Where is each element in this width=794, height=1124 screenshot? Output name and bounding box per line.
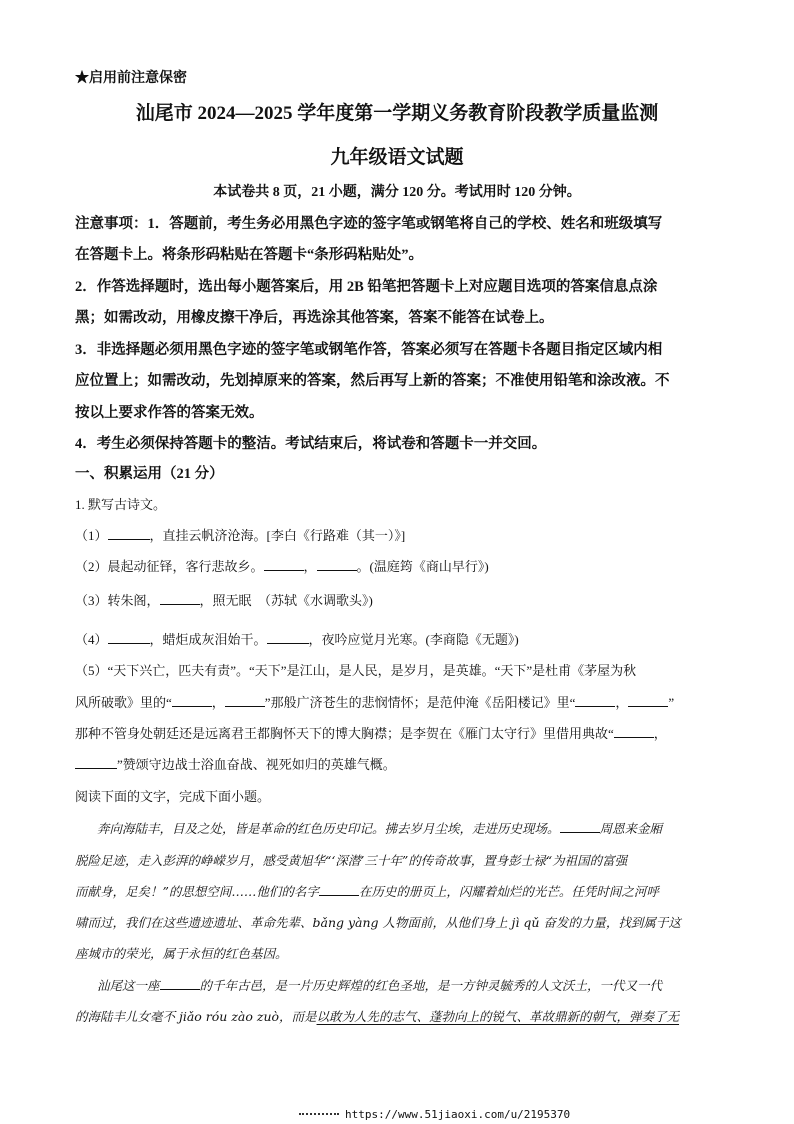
passage-text: 奔向海陆丰，目及之处，皆是革命的红色历史印记。拂去岁月尘埃，走进历史现场。 <box>97 821 560 836</box>
q1-5-text: ”那般广济苍生的悲悯情怀；是范仲淹《岳阳楼记》里“ <box>264 695 576 710</box>
passage-p1-line-2: 脱险足迹，走入彭湃的峥嵘岁月，感受黄旭华“‘深潜’三十年”的传奇故事，置身彭士禄“为祖国的富强 <box>75 853 628 868</box>
passage-text: 的海陆丰儿女毫不 jiǎo róu zào zuò，而是 <box>75 1009 317 1024</box>
answer-blank[interactable] <box>160 591 200 605</box>
q1-5-sep: ， <box>653 726 667 741</box>
answer-blank[interactable] <box>319 883 359 897</box>
q1-3-prefix: （3）转朱阁， <box>75 593 160 608</box>
q1-2-prefix: （2）晨起动征铎，客行悲故乡。 <box>75 559 264 574</box>
q1-5-sep: ， <box>615 695 629 710</box>
q1-4-text: ，蜡炬成灰泪始干。 <box>149 632 267 647</box>
q1-2-source: 。(温庭筠《商山早行》) <box>356 559 489 574</box>
passage-p2-line-1 <box>97 976 662 994</box>
notes-line-4: 黑；如需改动，用橡皮擦干净后，再选涂其他答案，答案不能答在试卷上。 <box>75 310 554 326</box>
answer-blank[interactable] <box>108 526 150 540</box>
answer-blank[interactable] <box>264 557 304 571</box>
section-heading: 一、积累运用（21 分） <box>75 466 224 482</box>
passage-p1-line-5: 座城市的荣光，属于永恒的红色基因。 <box>75 946 288 961</box>
q1-4-prefix: （4） <box>75 632 108 647</box>
question-1-5-line-3 <box>75 723 667 742</box>
confidential-notice: ★启用前注意保密 <box>75 71 187 86</box>
q1-1-text: ，直挂云帆济沧海。[李白《行路难（其一）》] <box>149 528 406 543</box>
answer-blank[interactable] <box>628 693 668 707</box>
exam-title: 汕尾市 2024—2025 学年度第一学期义务教育阶段教学质量监测 <box>135 103 659 124</box>
notes-line-2: 在答题卡上。将条形码粘贴在答题卡“条形码粘贴处”。 <box>75 247 423 263</box>
passage-p1-line-4: 啸而过，我们在这些遗迹遗址、革命先辈、bǎng yàng 人物面前，从他们身上 jì qǔ 奋发的力量，找到属于这 <box>75 915 681 930</box>
answer-blank[interactable] <box>267 630 309 644</box>
notes-line-5: 3．非选择题必须用黑色字迹的签字笔或钢笔作答，答案必须写在答题卡各题目指定区域内相 <box>75 342 663 358</box>
question-1-3 <box>75 590 373 609</box>
question-1-5-line-4 <box>75 754 396 773</box>
q1-5-text: 风所破歌》里的“ <box>75 695 172 710</box>
q1-5-text: ”赞颂守边战士浴血奋战、视死如归的英雄气概。 <box>117 757 396 772</box>
q1-4-source: ，夜吟应觉月光寒。(李商隐《无题》) <box>308 632 519 647</box>
notes-line-6: 应位置上；如需改动，先划掉原来的答案，然后再写上新的答案；不准使用铅笔和涂改液。不 <box>75 373 670 389</box>
q1-5-text: 那种不管身处朝廷还是远离君王都胸怀天下的博大胸襟；是李贺在《雁门太守行》里借用典故“ <box>75 726 614 741</box>
notes-line-7: 按以上要求作答的答案无效。 <box>75 405 264 421</box>
answer-blank[interactable] <box>317 557 357 571</box>
question-1-5-line-1: （5）“天下兴亡，匹夫有责”。“天下”是江山，是人民，是岁月，是英雄。“天下”是杜甫《茅屋为秋 <box>75 663 637 678</box>
q1-5-sep: ， <box>211 695 225 710</box>
question-1-1 <box>75 525 405 544</box>
watermark-logo <box>299 1113 339 1118</box>
passage-text: 汕尾这一座 <box>97 978 160 993</box>
footer <box>299 1108 570 1121</box>
passage-text: 周恩来金厢 <box>599 821 663 836</box>
exam-subtitle: 九年级语文试题 <box>330 147 464 168</box>
passage-text: 而献身，足矣！”的思想空间……他们的名字 <box>75 884 319 899</box>
q1-2-sep: ， <box>303 559 317 574</box>
passage-text: 的千年古邑，是一片历史辉煌的红色圣地，是一方钟灵毓秀的人文沃土，一代又一代 <box>199 978 663 993</box>
passage-p1-line-3 <box>75 882 659 900</box>
footer-url[interactable]: https://www.51jiaoxi.com/u/2195370 <box>345 1108 571 1121</box>
answer-blank[interactable] <box>560 820 600 834</box>
notes-line-8: 4．考生必须保持答题卡的整洁。考试结束后，将试卷和答题卡一并交回。 <box>75 436 547 452</box>
underlined-sentence: 以敢为人先的志气、蓬勃向上的锐气、革故鼎新的朝气，弹奏了无 <box>316 1009 680 1024</box>
notes-line-1: 注意事项：1．答题前，考生务必用黑色字迹的签字笔或钢笔将自己的学校、姓名和班级填写 <box>75 216 663 232</box>
question-1-2 <box>75 556 489 575</box>
passage-p1-line-1 <box>97 819 662 837</box>
answer-blank[interactable] <box>575 693 615 707</box>
answer-blank[interactable] <box>160 977 200 991</box>
answer-blank[interactable] <box>225 693 265 707</box>
passage-text: 在历史的册页上，闪耀着灿烂的光芒。任凭时间之河呼 <box>358 884 659 899</box>
question-1-5-line-2 <box>75 692 674 711</box>
reading-intro: 阅读下面的文字，完成下面小题。 <box>75 789 271 804</box>
notes-line-3: 2．作答选择题时，选出每小题答案后，用 2B 铅笔把答题卡上对应题目选项的答案信息点涂 <box>75 279 658 295</box>
answer-blank[interactable] <box>172 693 212 707</box>
q1-5-text: ” <box>668 695 675 710</box>
question-1: 1. 默写古诗文。 <box>75 497 167 512</box>
passage-p2-line-2 <box>75 1007 679 1025</box>
answer-blank[interactable] <box>614 724 654 738</box>
answer-blank[interactable] <box>75 755 117 769</box>
question-1-4 <box>75 629 519 648</box>
q1-3-text: ，照无眠 （苏轼《水调歌头》) <box>199 593 373 608</box>
exam-info: 本试卷共 8 页，21 小题，满分 120 分。考试用时 120 分钟。 <box>213 185 581 200</box>
q1-1-prefix: （1） <box>75 528 108 543</box>
answer-blank[interactable] <box>108 630 150 644</box>
